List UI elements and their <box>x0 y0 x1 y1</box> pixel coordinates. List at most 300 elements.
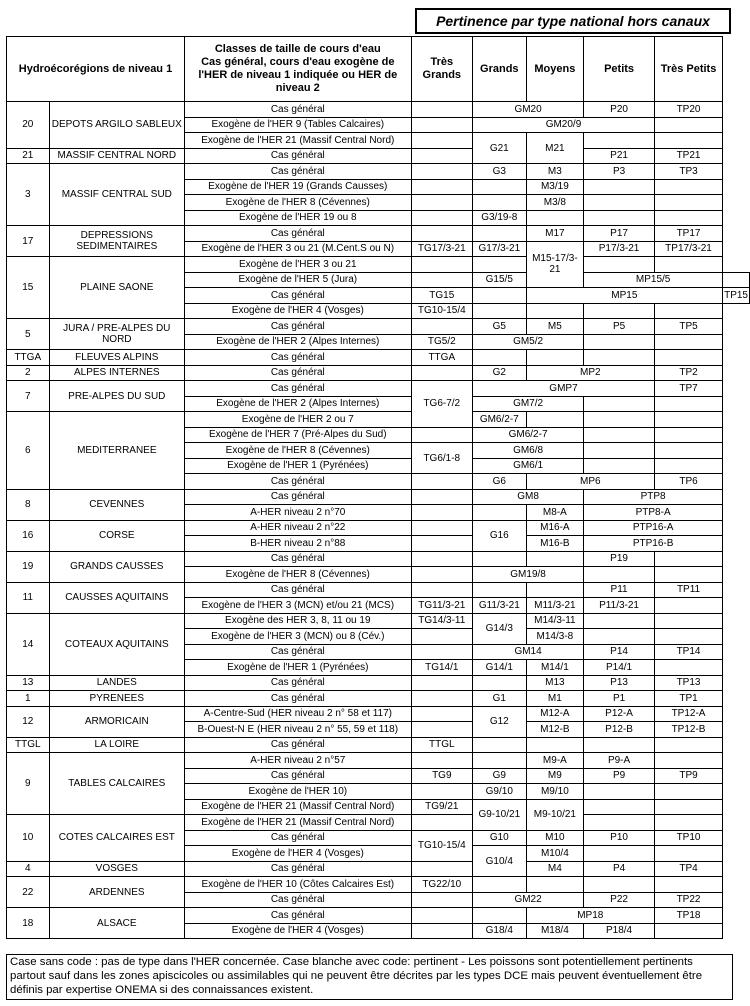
table-row <box>7 908 750 924</box>
her-pertinence-table <box>6 36 750 939</box>
type-code-cell <box>584 799 655 815</box>
her-number: TTGA <box>7 350 50 366</box>
type-code-cell: M14/1 <box>526 660 584 676</box>
her-number: 13 <box>7 675 50 691</box>
type-code-cell: M9-A <box>526 753 584 769</box>
type-code-cell: M10/4 <box>526 846 584 862</box>
type-code-cell: G5 <box>472 319 526 335</box>
case-label: Cas général <box>184 675 411 691</box>
type-code-cell: TG11/3-21 <box>411 598 472 614</box>
type-code-cell: TP17 <box>654 226 722 242</box>
type-code-cell <box>526 303 584 319</box>
type-code-cell <box>411 815 472 831</box>
type-code-cell <box>411 861 472 877</box>
type-code-cell: G3 <box>472 164 526 180</box>
type-code-cell <box>472 288 526 304</box>
case-label: Cas général <box>184 908 411 924</box>
type-code-cell: G9 <box>472 768 526 784</box>
her-number: 10 <box>7 815 50 862</box>
type-code-cell: GM7/2 <box>472 396 583 412</box>
case-label: Exogène de l'HER 21 (Massif Central Nord) <box>184 815 411 831</box>
type-code-cell: G12 <box>472 706 526 737</box>
type-code-cell <box>584 877 655 893</box>
table-row <box>7 350 750 366</box>
her-number: 5 <box>7 319 50 350</box>
type-code-cell <box>654 334 722 350</box>
type-code-cell: M9-10/21 <box>526 799 584 830</box>
type-code-cell <box>654 350 722 366</box>
header-cas-label: Cas général, cours d'eau exogène de l'HER de niveau 1 indiquée ou HER de niveau 2 <box>198 56 398 94</box>
case-label: Exogène de l'HER 10) <box>184 784 411 800</box>
type-code-cell <box>584 257 655 273</box>
case-label: Cas général <box>184 164 411 180</box>
her-number: 9 <box>7 753 50 815</box>
type-code-cell <box>584 427 655 443</box>
type-code-cell <box>411 133 472 149</box>
type-code-cell <box>411 706 472 722</box>
type-code-cell: P14/1 <box>584 660 655 676</box>
type-code-cell <box>526 877 584 893</box>
type-code-cell: M3 <box>526 164 584 180</box>
case-label: Exogène de l'HER 3 (MCN) et/ou 21 (MCS) <box>184 598 411 614</box>
case-label: Exogène de l'HER 5 (Jura) <box>184 272 411 288</box>
type-code-cell: TP12-A <box>654 706 722 722</box>
her-name: LA LOIRE <box>49 737 184 753</box>
table-row <box>7 520 750 536</box>
type-code-cell: M3/19 <box>526 179 584 195</box>
type-code-cell <box>654 598 722 614</box>
type-code-cell <box>472 908 526 924</box>
case-label: Exogène de l'HER 2 (Alpes Internes) <box>184 334 411 350</box>
type-code-cell: G15/5 <box>472 272 526 288</box>
table-row <box>7 489 750 505</box>
type-code-cell <box>654 567 722 583</box>
type-code-cell <box>654 257 722 273</box>
type-code-cell <box>654 815 722 831</box>
table-row <box>7 753 750 769</box>
type-code-cell: G9/10 <box>472 784 526 800</box>
case-label: Exogène de l'HER 3 ou 21 (M.Cent.S ou N) <box>184 241 411 257</box>
type-code-cell <box>411 629 472 645</box>
type-code-cell: GM8 <box>472 489 583 505</box>
case-label: A-HER niveau 2 n°57 <box>184 753 411 769</box>
type-code-cell <box>411 784 472 800</box>
type-code-cell: M16-A <box>526 520 584 536</box>
type-code-cell: GM14 <box>472 644 583 660</box>
type-code-cell: G10 <box>472 830 526 846</box>
type-code-cell: G17/3-21 <box>472 241 526 257</box>
her-name: ARDENNES <box>49 877 184 908</box>
her-name: CEVENNES <box>49 489 184 520</box>
table-row <box>7 551 750 567</box>
case-label: Cas général <box>184 365 411 381</box>
type-code-cell: M17 <box>526 226 584 242</box>
her-number: 4 <box>7 861 50 877</box>
type-code-cell: P11/3-21 <box>584 598 655 614</box>
case-label: Cas général <box>184 861 411 877</box>
type-code-cell: P5 <box>584 319 655 335</box>
type-code-cell <box>654 551 722 567</box>
type-code-cell <box>411 179 472 195</box>
header-grands: Grands <box>472 37 526 102</box>
her-name: PRE-ALPES DU SUD <box>49 381 184 412</box>
type-code-cell: TP11 <box>654 582 722 598</box>
case-label: Exogène de l'HER 1 (Pyrénées) <box>184 660 411 676</box>
type-code-cell <box>411 164 472 180</box>
type-code-cell <box>584 567 655 583</box>
type-code-cell: M5 <box>526 319 584 335</box>
type-code-cell: TP17/3-21 <box>654 241 722 257</box>
type-code-cell: TP13 <box>654 675 722 691</box>
type-code-cell <box>654 737 722 753</box>
type-code-cell: TP6 <box>654 474 722 490</box>
type-code-cell <box>472 350 526 366</box>
case-label: Exogène de l'HER 4 (Vosges) <box>184 303 411 319</box>
type-code-cell <box>411 210 472 226</box>
case-label: Cas général <box>184 226 411 242</box>
type-code-cell <box>584 133 655 149</box>
her-name: VOSGES <box>49 861 184 877</box>
type-code-cell <box>584 396 655 412</box>
type-code-cell <box>411 365 472 381</box>
type-code-cell <box>654 427 722 443</box>
case-label: Cas général <box>184 489 411 505</box>
type-code-cell: PTP16-B <box>584 536 723 552</box>
her-number: 18 <box>7 908 50 939</box>
type-code-cell: M4 <box>526 861 584 877</box>
case-label: A-HER niveau 2 n°22 <box>184 520 411 536</box>
header-tres-petits: Très Petits <box>654 37 722 102</box>
type-code-cell <box>654 396 722 412</box>
table-row <box>7 381 750 397</box>
table-row <box>7 861 750 877</box>
type-code-cell <box>654 613 722 629</box>
header-classes <box>184 37 411 102</box>
type-code-cell <box>411 195 472 211</box>
type-code-cell <box>472 551 526 567</box>
her-number: 22 <box>7 877 50 908</box>
type-code-cell: MP15 <box>526 288 723 304</box>
header-classes-label: Classes de taille de cours d'eau <box>214 43 381 55</box>
header-row <box>7 37 750 102</box>
type-code-cell: P21 <box>584 148 655 164</box>
her-name: ALPES INTERNES <box>49 365 184 381</box>
type-code-cell: M8-A <box>526 505 584 521</box>
type-code-cell <box>584 179 655 195</box>
type-code-cell: G1 <box>472 691 526 707</box>
type-code-cell: TG14/3-11 <box>411 613 472 629</box>
her-name: ARMORICAIN <box>49 706 184 737</box>
table-row <box>7 877 750 893</box>
type-code-cell: TG17/3-21 <box>411 241 472 257</box>
type-code-cell <box>411 226 472 242</box>
type-code-cell <box>584 784 655 800</box>
table-row <box>7 706 750 722</box>
type-code-cell <box>654 923 722 939</box>
type-code-cell: P9-A <box>584 753 655 769</box>
type-code-cell: P22 <box>584 892 655 908</box>
type-code-cell <box>654 784 722 800</box>
type-code-cell: TP7 <box>654 381 722 397</box>
type-code-cell: GM20 <box>472 102 583 118</box>
her-name: ALSACE <box>49 908 184 939</box>
her-name: MEDITERRANEE <box>49 412 184 490</box>
her-name: DEPOTS ARGILO SABLEUX <box>49 102 184 149</box>
type-code-cell <box>526 350 584 366</box>
type-code-cell: MP15/5 <box>584 272 723 288</box>
case-label: Exogène de l'HER 10 (Côtes Calcaires Est) <box>184 877 411 893</box>
type-code-cell <box>723 272 750 288</box>
type-code-cell <box>654 443 722 459</box>
type-code-cell: TG15 <box>411 288 472 304</box>
type-code-cell: G6 <box>472 474 526 490</box>
type-code-cell: P12-B <box>584 722 655 738</box>
case-label: Cas général <box>184 148 411 164</box>
header-petits: Petits <box>584 37 655 102</box>
type-code-cell: TG6/1-8 <box>411 443 472 474</box>
type-code-cell: GM6/2-7 <box>472 412 526 428</box>
type-code-cell: GM6/8 <box>472 443 583 459</box>
type-code-cell <box>411 753 472 769</box>
case-label: Exogène de l'HER 9 (Tables Calcaires) <box>184 117 411 133</box>
case-label: Exogène de l'HER 8 (Cévennes) <box>184 195 411 211</box>
type-code-cell: G14/3 <box>472 613 526 644</box>
type-code-cell: MP18 <box>526 908 654 924</box>
type-code-cell: G11/3-21 <box>472 598 526 614</box>
type-code-cell: M1 <box>526 691 584 707</box>
type-code-cell <box>411 505 472 521</box>
type-code-cell: TTGA <box>411 350 472 366</box>
table-row <box>7 257 750 273</box>
her-name: CORSE <box>49 520 184 551</box>
case-label: Cas général <box>184 737 411 753</box>
type-code-cell <box>411 102 472 118</box>
type-code-cell <box>654 753 722 769</box>
type-code-cell: GM20/9 <box>472 117 654 133</box>
her-number: 16 <box>7 520 50 551</box>
type-code-cell: GMP7 <box>472 381 654 397</box>
table-row <box>7 613 750 629</box>
type-code-cell: TP5 <box>654 319 722 335</box>
table-row <box>7 737 750 753</box>
type-code-cell: GM5/2 <box>472 334 583 350</box>
type-code-cell <box>584 613 655 629</box>
type-code-cell: TG6-7/2 <box>411 381 472 428</box>
type-code-cell <box>584 412 655 428</box>
type-code-cell <box>472 737 526 753</box>
type-code-cell: GM6/2-7 <box>472 427 583 443</box>
case-label: Cas général <box>184 691 411 707</box>
case-label: Exogène de l'HER 21 (Massif Central Nord) <box>184 133 411 149</box>
type-code-cell: GM6/1 <box>472 458 583 474</box>
type-code-cell: G10/4 <box>472 846 526 877</box>
type-code-cell: TG22/10 <box>411 877 472 893</box>
type-code-cell: TP15 <box>723 288 750 304</box>
type-code-cell: P10 <box>584 830 655 846</box>
type-code-cell: P1 <box>584 691 655 707</box>
type-code-cell <box>411 427 472 443</box>
type-code-cell <box>526 582 584 598</box>
type-code-cell <box>411 892 472 908</box>
type-code-cell: TP3 <box>654 164 722 180</box>
her-number: 12 <box>7 706 50 737</box>
type-code-cell: P9 <box>584 768 655 784</box>
type-code-cell <box>584 815 655 831</box>
type-code-cell: M14/3-8 <box>526 629 584 645</box>
type-code-cell: P17 <box>584 226 655 242</box>
table-row <box>7 675 750 691</box>
her-number: 17 <box>7 226 50 257</box>
type-code-cell: M9 <box>526 768 584 784</box>
type-code-cell <box>584 195 655 211</box>
type-code-cell <box>472 179 526 195</box>
case-label: A-HER niveau 2 n°70 <box>184 505 411 521</box>
type-code-cell: TP21 <box>654 148 722 164</box>
her-number: 8 <box>7 489 50 520</box>
type-code-cell <box>654 846 722 862</box>
type-code-cell: MP2 <box>526 365 654 381</box>
table-row <box>7 164 750 180</box>
type-code-cell: M3/8 <box>526 195 584 211</box>
case-label: Exogène de l'HER 8 (Cévennes) <box>184 443 411 459</box>
her-name: PLAINE SAONE <box>49 257 184 319</box>
her-number: 3 <box>7 164 50 226</box>
her-name: MASSIF CENTRAL NORD <box>49 148 184 164</box>
her-name: MASSIF CENTRAL SUD <box>49 164 184 226</box>
table-body <box>7 102 750 939</box>
type-code-cell <box>654 458 722 474</box>
type-code-cell: M12-A <box>526 706 584 722</box>
type-code-cell: TTGL <box>411 737 472 753</box>
type-code-cell <box>654 412 722 428</box>
table-row <box>7 815 750 831</box>
case-label: B-Ouest-N E (HER niveau 2 n° 55, 59 et 118) <box>184 722 411 738</box>
type-code-cell: M9/10 <box>526 784 584 800</box>
type-code-cell: M12-B <box>526 722 584 738</box>
type-code-cell <box>411 722 472 738</box>
type-code-cell: PTP8 <box>584 489 723 505</box>
type-code-cell <box>584 210 655 226</box>
table-row <box>7 102 750 118</box>
type-code-cell <box>411 474 472 490</box>
type-code-cell <box>472 505 526 521</box>
case-label: Exogène de l'HER 21 (Massif Central Nord) <box>184 799 411 815</box>
type-code-cell: G16 <box>472 520 526 551</box>
type-code-cell <box>654 303 722 319</box>
type-code-cell <box>411 520 472 536</box>
case-label: Exogène de l'HER 4 (Vosges) <box>184 923 411 939</box>
header-moyens: Moyens <box>526 37 584 102</box>
type-code-cell <box>584 334 655 350</box>
type-code-cell: M15-17/3-21 <box>526 241 584 288</box>
type-code-cell <box>472 753 526 769</box>
case-label: Exogène de l'HER 1 (Pyrénées) <box>184 458 411 474</box>
her-number: 2 <box>7 365 50 381</box>
type-code-cell: PTP8-A <box>584 505 723 521</box>
table-title: Pertinence par type national hors canaux <box>415 8 731 34</box>
her-number: 6 <box>7 412 50 490</box>
type-code-cell: TP9 <box>654 768 722 784</box>
type-code-cell <box>472 675 526 691</box>
case-label: Exogène de l'HER 8 (Cévennes) <box>184 567 411 583</box>
type-code-cell: TP22 <box>654 892 722 908</box>
case-label: Cas général <box>184 644 411 660</box>
table-row <box>7 412 750 428</box>
case-label: Cas général <box>184 102 411 118</box>
type-code-cell: MP6 <box>526 474 654 490</box>
type-code-cell <box>411 272 472 288</box>
table-row <box>7 319 750 335</box>
her-number: 19 <box>7 551 50 582</box>
type-code-cell <box>411 644 472 660</box>
type-code-cell <box>411 675 472 691</box>
table-row <box>7 691 750 707</box>
type-code-cell: GM22 <box>472 892 583 908</box>
case-label: Exogène de l'HER 19 (Grands Causses) <box>184 179 411 195</box>
type-code-cell <box>584 443 655 459</box>
case-label: Cas général <box>184 892 411 908</box>
type-code-cell <box>411 257 472 273</box>
her-name: PYRENEES <box>49 691 184 707</box>
type-code-cell: TP14 <box>654 644 722 660</box>
case-label: Exogène de l'HER 7 (Pré-Alpes du Sud) <box>184 427 411 443</box>
type-code-cell <box>526 737 584 753</box>
her-number: 1 <box>7 691 50 707</box>
type-code-cell: P12-A <box>584 706 655 722</box>
type-code-cell <box>526 412 584 428</box>
type-code-cell: P13 <box>584 675 655 691</box>
header-her: Hydroécorégions de niveau 1 <box>7 37 185 102</box>
type-code-cell: PTP16-A <box>584 520 723 536</box>
case-label: Cas général <box>184 768 411 784</box>
type-code-cell <box>584 629 655 645</box>
type-code-cell: TP4 <box>654 861 722 877</box>
her-name: LANDES <box>49 675 184 691</box>
case-label: Exogène de l'HER 3 (MCN) ou 8 (Cév.) <box>184 629 411 645</box>
type-code-cell: TP1 <box>654 691 722 707</box>
type-code-cell: TG9 <box>411 768 472 784</box>
type-code-cell <box>654 660 722 676</box>
type-code-cell: P14 <box>584 644 655 660</box>
type-code-cell: TP18 <box>654 908 722 924</box>
type-code-cell: M11/3-21 <box>526 598 584 614</box>
type-code-cell: P3 <box>584 164 655 180</box>
type-code-cell <box>654 179 722 195</box>
type-code-cell <box>526 210 584 226</box>
case-label: Exogène de l'HER 19 ou 8 <box>184 210 411 226</box>
case-label: Cas général <box>184 381 411 397</box>
case-label: Exogène des HER 3, 8, 11 ou 19 <box>184 613 411 629</box>
type-code-cell: G2 <box>472 365 526 381</box>
her-name: TABLES CALCAIRES <box>49 753 184 815</box>
her-number: 20 <box>7 102 50 149</box>
type-code-cell <box>411 319 472 335</box>
type-code-cell <box>411 923 472 939</box>
case-label: Cas général <box>184 319 411 335</box>
type-code-cell: TG10-15/4 <box>411 830 472 861</box>
type-code-cell: M13 <box>526 675 584 691</box>
type-code-cell <box>654 799 722 815</box>
case-label: B-HER niveau 2 n°88 <box>184 536 411 552</box>
type-code-cell: G14/1 <box>472 660 526 676</box>
type-code-cell <box>654 117 722 133</box>
type-code-cell: TG5/2 <box>411 334 472 350</box>
type-code-cell: P19 <box>584 551 655 567</box>
type-code-cell: G9-10/21 <box>472 799 526 830</box>
her-name: CAUSSES AQUITAINS <box>49 582 184 613</box>
case-label: Cas général <box>184 350 411 366</box>
her-number: 14 <box>7 613 50 675</box>
